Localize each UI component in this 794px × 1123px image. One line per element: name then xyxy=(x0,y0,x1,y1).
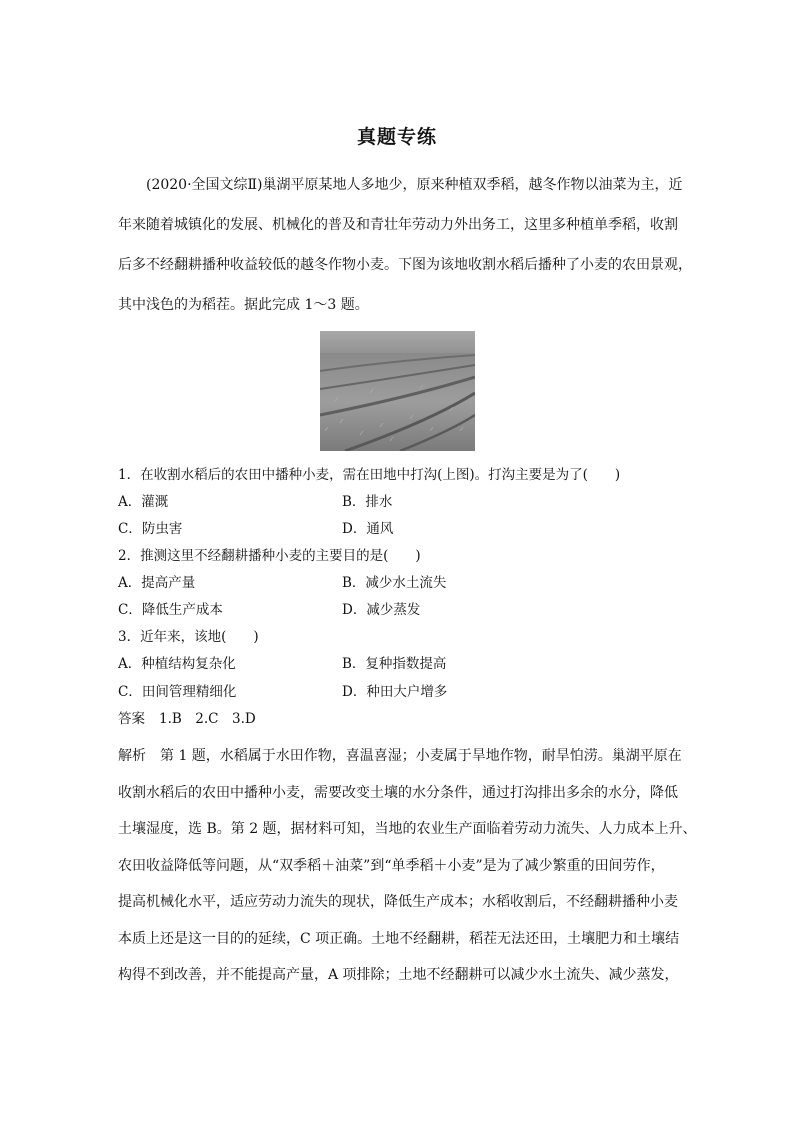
explanation-line: 解析 第 1 题，水稻属于水田作物，喜温喜湿；小麦属于旱地作物，耐旱怕涝。巢湖平原在 xyxy=(118,748,682,764)
question-2-option-d: D．减少蒸发 xyxy=(342,602,421,618)
question-1-option-b: B．排水 xyxy=(342,494,393,510)
explanation-line: 土壤湿度，选 B。第 2 题，据材料可知，当地的农业生产面临着劳动力流失、人力成本上升、 xyxy=(118,821,697,837)
intro-line: (2020·全国文综Ⅱ)巢湖平原某地人多地少，原来种植双季稻，越冬作物以油菜为主，近 xyxy=(146,177,683,193)
intro-paragraph xyxy=(118,165,692,325)
farmland-photo xyxy=(320,331,475,451)
page-title: 真题专练 xyxy=(356,126,437,148)
question-2-option-b: B．减少水土流失 xyxy=(342,575,447,591)
intro-line: 年来随着城镇化的发展、机械化的普及和青壮年劳动力外出务工，这里多种植单季稻，收割 xyxy=(118,217,678,233)
question-3-option-a: A．种植结构复杂化 xyxy=(118,656,236,672)
question-3-option-b: B．复种指数提高 xyxy=(342,656,447,672)
explanation-paragraph xyxy=(118,738,697,994)
question-2-option-c: C．降低生产成本 xyxy=(118,602,223,618)
question-2-option-a: A．提高产量 xyxy=(118,575,196,591)
explanation-line: 收割水稻后的农田中播种小麦，需要改变土壤的水分条件，通过打沟排出多余的水分，降低 xyxy=(118,784,678,801)
question-3-stem: 3．近年来，该地( ) xyxy=(118,629,259,645)
intro-line: 后多不经翻耕播种收益较低的越冬作物小麦。下图为该地收割水稻后播种了小麦的农田景观， xyxy=(118,257,692,273)
explanation-line: 构得不到改善，并不能提高产量，A 项排除；土地不经翻耕可以减少水土流失、减少蒸发， xyxy=(118,967,679,983)
question-3-option-c: C．田间管理精细化 xyxy=(118,684,237,700)
answer-text: 1.B 2.C 3.D xyxy=(159,711,256,727)
explanation-line: 本质上还是这一目的的延续，C 项正确。土地不经翻耕，稻茬无法还田，土壤肥力和土壤结 xyxy=(118,930,680,947)
question-1-option-d: D．通风 xyxy=(342,521,394,537)
question-1-option-c: C．防虫害 xyxy=(118,521,183,537)
intro-line: 其中浅色的为稻茬。据此完成 1～3 题。 xyxy=(118,297,369,313)
question-1-stem: 1．在收割水稻后的农田中播种小麦，需在田地中打沟(上图)。打沟主要是为了( ) xyxy=(118,467,621,483)
question-1-option-a: A．灌溉 xyxy=(118,494,169,510)
answer-line xyxy=(118,707,256,727)
explanation-line: 农田收益降低等问题，从“双季稻＋油菜”到“单季稻＋小麦”是为了减少繁重的田间劳作， xyxy=(118,857,665,874)
explanation-line: 提高机械化水平，适应劳动力流失的现状，降低生产成本；水稻收割后，不经翻耕播种小麦 xyxy=(118,894,678,910)
question-3-option-d: D．种田大户增多 xyxy=(342,684,448,700)
answer-label: 答案 xyxy=(118,711,145,727)
question-2-stem: 2．推测这里不经翻耕播种小麦的主要目的是( ) xyxy=(118,548,421,564)
